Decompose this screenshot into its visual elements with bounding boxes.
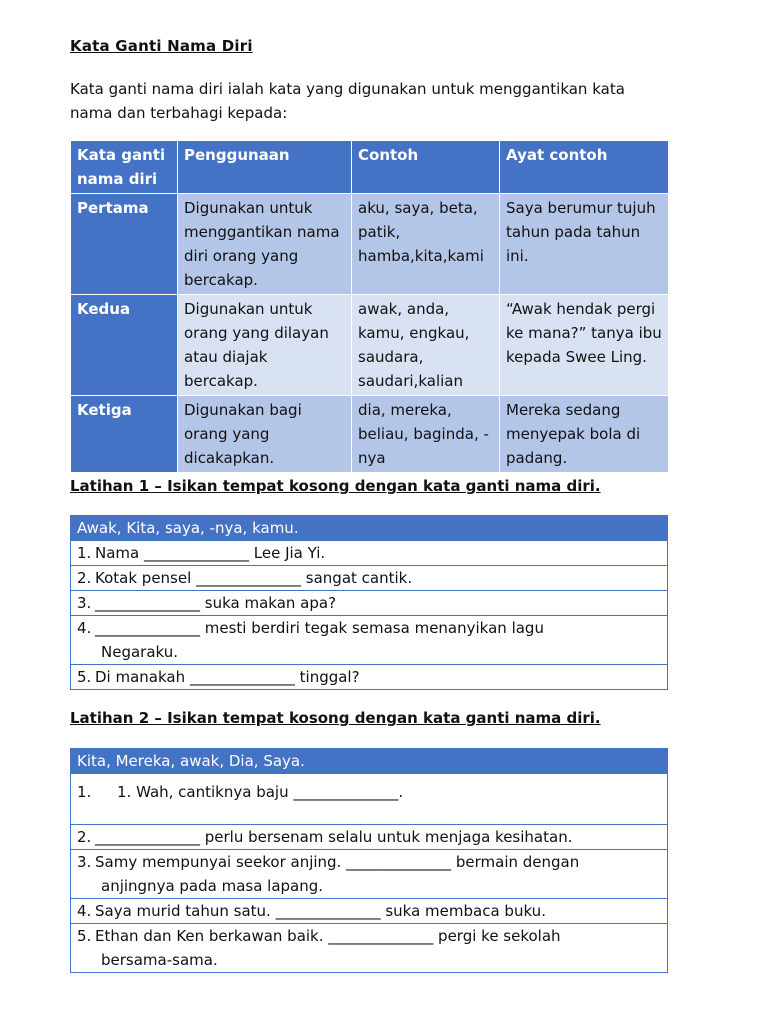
header-ayat: Ayat contoh xyxy=(500,141,669,194)
row-jenis: Kedua xyxy=(71,295,178,396)
latihan2-title: Latihan 2 – Isikan tempat kosong dengan kata ganti nama diri. xyxy=(70,709,601,727)
item-text: Ethan dan Ken berkawan baik. ______________ pergi ke sekolah xyxy=(95,927,561,945)
row-ayat: Mereka sedang menyepak bola di padang. xyxy=(500,396,669,473)
latihan2-word-bank: Kita, Mereka, awak, Dia, Saya. xyxy=(71,749,668,774)
item-number: 5. xyxy=(77,668,92,686)
list-item xyxy=(71,541,668,566)
list-item xyxy=(71,850,668,899)
item-text: ______________ suka makan apa? xyxy=(95,594,337,612)
latihan1-word-bank: Awak, Kita, saya, -nya, kamu. xyxy=(71,516,668,541)
latihan1-table xyxy=(70,515,668,690)
list-item xyxy=(71,566,668,591)
row-ayat: “Awak hendak pergi ke mana?” tanya ibu kepada Swee Ling. xyxy=(500,295,669,396)
row-contoh: aku, saya, beta, patik, hamba,kita,kami xyxy=(352,194,500,295)
item-text: ______________ perlu bersenam selalu untuk menjaga kesihatan. xyxy=(95,828,573,846)
table-row xyxy=(71,396,669,473)
list-item xyxy=(71,616,668,665)
item-text: Samy mempunyai seekor anjing. ______________ bermain dengan xyxy=(95,853,580,871)
row-jenis: Ketiga xyxy=(71,396,178,473)
item-text: Di manakah ______________ tinggal? xyxy=(95,668,360,686)
item-number: 1. xyxy=(77,783,92,801)
list-item xyxy=(71,899,668,924)
item-number: 2. xyxy=(77,828,92,846)
row-penggunaan: Digunakan untuk orang yang dilayan atau diajak bercakap. xyxy=(178,295,352,396)
item-text: Kotak pensel ______________ sangat cantik. xyxy=(95,569,413,587)
row-penggunaan: Digunakan bagi orang yang dicakapkan. xyxy=(178,396,352,473)
item-text: Saya murid tahun satu. ______________ suka membaca buku. xyxy=(95,902,546,920)
item-number: 4. xyxy=(77,619,92,637)
item-number: 3. xyxy=(77,594,92,612)
table-row xyxy=(71,295,669,396)
table-row xyxy=(71,194,669,295)
item-text: 1. Wah, cantiknya baju ______________. xyxy=(117,783,404,801)
list-item xyxy=(71,774,668,825)
row-contoh: dia, mereka, beliau, baginda, -nya xyxy=(352,396,500,473)
header-penggunaan: Penggunaan xyxy=(178,141,352,194)
item-text-continued: bersama-sama. xyxy=(101,951,218,969)
item-number: 4. xyxy=(77,902,92,920)
latihan1-title: Latihan 1 – Isikan tempat kosong dengan kata ganti nama diri. xyxy=(70,477,601,495)
row-contoh: awak, anda, kamu, engkau, saudara, saudari,kalian xyxy=(352,295,500,396)
item-number: 2. xyxy=(77,569,92,587)
row-penggunaan: Digunakan untuk menggantikan nama diri orang yang bercakap. xyxy=(178,194,352,295)
row-ayat: Saya berumur tujuh tahun pada tahun ini. xyxy=(500,194,669,295)
header-jenis: Kata ganti nama diri xyxy=(71,141,178,194)
table-header-row xyxy=(71,141,669,194)
item-number: 1. xyxy=(77,544,92,562)
list-item xyxy=(71,665,668,690)
item-text: ______________ mesti berdiri tegak semasa menanyikan lagu xyxy=(95,619,544,637)
intro-paragraph: Kata ganti nama diri ialah kata yang digunakan untuk menggantikan kata nama dan terbahagi kepada: xyxy=(70,80,625,122)
item-number: 5. xyxy=(77,927,92,945)
item-text-continued: anjingnya pada masa lapang. xyxy=(101,877,324,895)
header-contoh: Contoh xyxy=(352,141,500,194)
item-text-continued: Negaraku. xyxy=(101,643,179,661)
row-jenis: Pertama xyxy=(71,194,178,295)
item-text: Nama ______________ Lee Jia Yi. xyxy=(95,544,326,562)
latihan2-table xyxy=(70,748,668,973)
list-item xyxy=(71,924,668,973)
pronoun-table xyxy=(70,140,669,473)
page-title: Kata Ganti Nama Diri xyxy=(70,37,253,55)
list-item xyxy=(71,591,668,616)
list-item xyxy=(71,825,668,850)
item-number: 3. xyxy=(77,853,92,871)
